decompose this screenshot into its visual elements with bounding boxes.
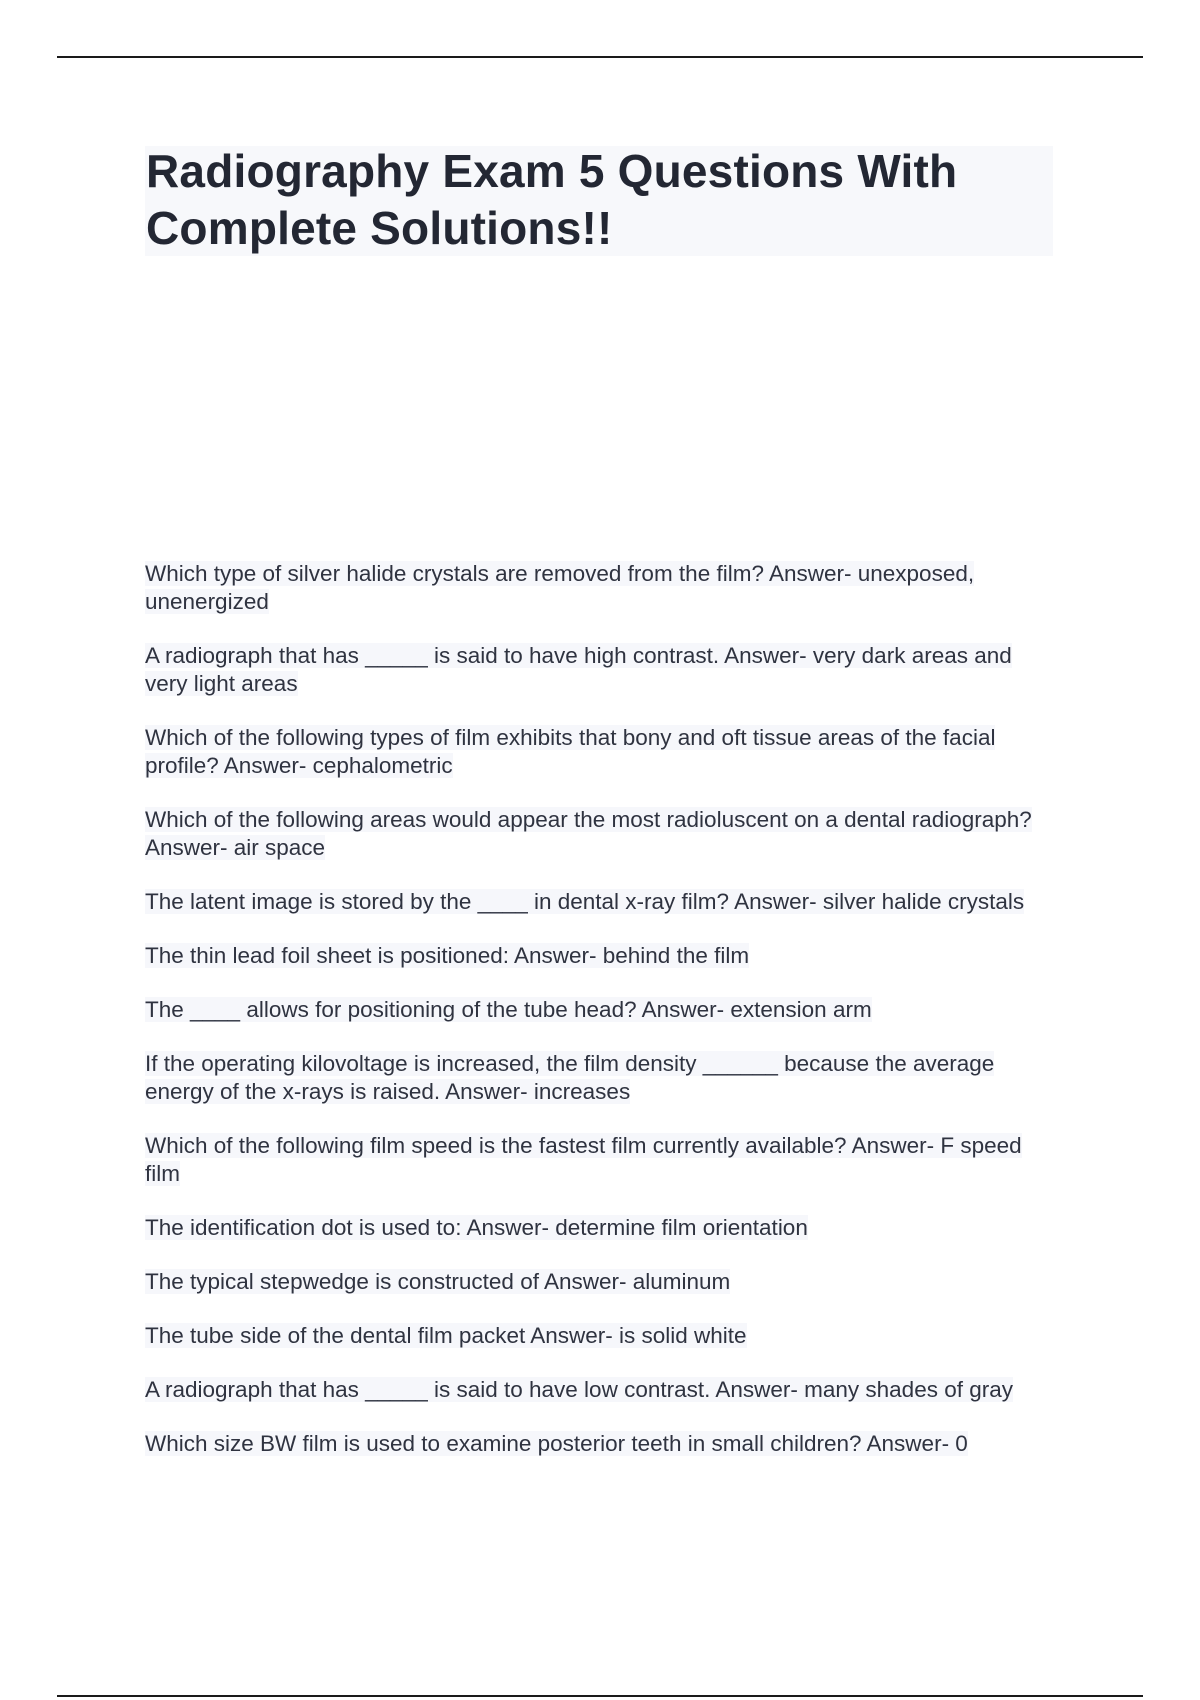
qa-text: The ____ allows for positioning of the tube head? Answer- extension arm [145,997,872,1022]
qa-item [145,1214,1055,1242]
qa-item [145,888,1055,916]
bottom-rule [57,1695,1143,1697]
question-list [145,560,1055,1484]
qa-text: A radiograph that has _____ is said to have high contrast. Answer- very dark areas and very light areas [145,643,1012,696]
qa-item [145,1268,1055,1296]
qa-item [145,1322,1055,1350]
qa-item [145,806,1055,862]
qa-text: A radiograph that has _____ is said to have low contrast. Answer- many shades of gray [145,1377,1013,1402]
qa-item [145,560,1055,616]
qa-item [145,1132,1055,1188]
qa-item [145,942,1055,970]
qa-text: The latent image is stored by the ____ in dental x-ray film? Answer- silver halide crystals [145,889,1025,914]
qa-item [145,1050,1055,1106]
qa-item [145,724,1055,780]
qa-text: The identification dot is used to: Answer- determine film orientation [145,1215,808,1240]
qa-text: Which of the following areas would appear the most radioluscent on a dental radiograph? Answer- air space [145,807,1032,860]
qa-item [145,1376,1055,1404]
qa-text: The typical stepwedge is constructed of Answer- aluminum [145,1269,731,1294]
qa-item [145,1430,1055,1458]
top-rule [57,56,1143,58]
qa-text: Which type of silver halide crystals are removed from the film? Answer- unexposed, unenergized [145,561,975,614]
qa-item [145,642,1055,698]
qa-item [145,996,1055,1024]
qa-text: The tube side of the dental film packet Answer- is solid white [145,1323,747,1348]
qa-text: Which of the following types of film exhibits that bony and oft tissue areas of the facial profile? Answer- cephalometric [145,725,996,778]
document-title: Radiography Exam 5 Questions With Complete Solutions!! [146,145,958,254]
qa-text: The thin lead foil sheet is positioned: Answer- behind the film [145,943,750,968]
qa-text: Which of the following film speed is the fastest film currently available? Answer- F speed film [145,1133,1022,1186]
qa-text: If the operating kilovoltage is increased, the film density ______ because the average energy of the x-rays is raised. Answer- increases [145,1051,995,1104]
qa-text: Which size BW film is used to examine posterior teeth in small children? Answer- 0 [145,1431,968,1456]
